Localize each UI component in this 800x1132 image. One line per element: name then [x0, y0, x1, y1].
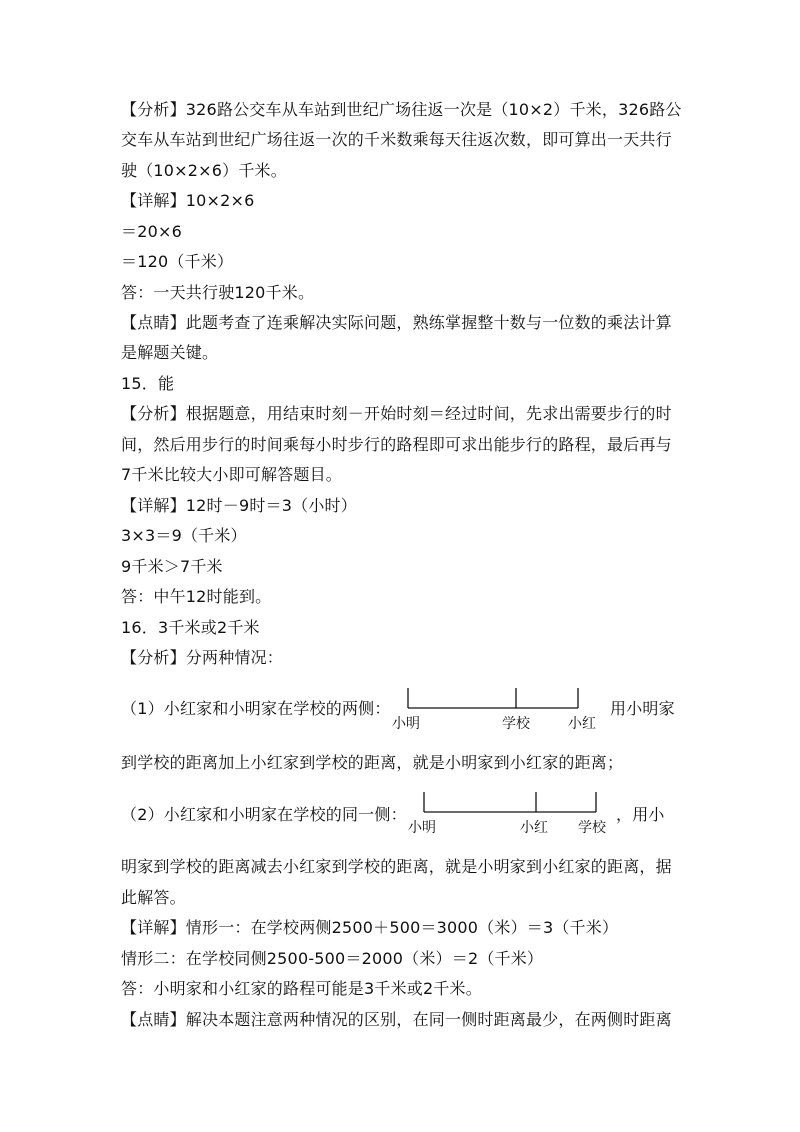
text-line: 【分析】根据题意，用结束时刻－开始时刻＝经过时间，先求出需要步行的时	[121, 404, 672, 423]
text-line: 用小明家	[610, 699, 675, 718]
text-line: （1）小红家和小明家在学校的两侧：	[121, 699, 391, 718]
number-line-svg	[408, 788, 624, 836]
text-line: 答：小明家和小红家的路程可能是3千米或2千米。	[121, 979, 482, 998]
text-line: 【详解】10×2×6	[121, 191, 255, 210]
text-line: 3×3＝9（千米）	[121, 526, 247, 545]
point-label: 学校	[578, 820, 606, 836]
point-label: 小红	[520, 820, 548, 836]
number-line-svg	[392, 684, 608, 732]
text-line: 驶（10×2×6）千米。	[121, 161, 287, 180]
point-label: 小明	[408, 820, 436, 836]
text-line: 【点睛】解决本题注意两种情况的区别，在同一侧时距离最少，在两侧时距离	[121, 1010, 672, 1029]
text-line: ＝120（千米）	[121, 252, 234, 271]
text-line: 【点睛】此题考查了连乘解决实际问题，熟练掌握整十数与一位数的乘法计算	[121, 313, 672, 332]
text-line: 【详解】情形一：在学校两侧2500＋500＝3000（米）＝3（千米）	[121, 918, 619, 937]
text-line: ＝20×6	[121, 222, 182, 241]
text-line: 情形二：在学校同侧2500-500＝2000（米）＝2（千米）	[121, 949, 544, 968]
text-line: 答：中午12时能到。	[121, 587, 272, 606]
text-line: 【分析】分两种情况：	[121, 648, 284, 667]
number-line-diagram-both-sides	[392, 684, 608, 732]
text-line: 间，然后用步行的时间乘每小时步行的路程即可求出能步行的路程，最后再与	[121, 435, 672, 454]
text-line: （2）小红家和小明家在学校的同一侧：	[121, 805, 407, 824]
text-line: 交车从车站到世纪广场往返一次的千米数乘每天往返次数，即可算出一天共行	[121, 130, 672, 149]
text-line: 此解答。	[121, 888, 186, 907]
text-line: 7千米比较大小即可解答题目。	[121, 465, 342, 484]
text-line: ，用小	[616, 805, 665, 824]
text-line: 【详解】12时－9时＝3（小时）	[121, 496, 357, 515]
point-label: 小红	[568, 716, 596, 732]
text-line: 是解题关键。	[121, 343, 219, 362]
text-line: 到学校的距离加上小红家到学校的距离，就是小明家到小红家的距离；	[121, 753, 624, 772]
text-line: 【分析】326路公交车从车站到世纪广场往返一次是（10×2）千米，326路公	[121, 100, 682, 119]
text-line: 答：一天共行驶120千米。	[121, 283, 315, 302]
text-line: 9千米＞7千米	[121, 557, 223, 576]
number-line-diagram-same-side	[408, 788, 624, 836]
point-label: 小明	[392, 716, 420, 732]
text-line: 明家到学校的距离减去小红家到学校的距离，就是小明家到小红家的距离，据	[121, 857, 672, 876]
point-label: 学校	[502, 716, 530, 732]
question-number: 15．能	[121, 374, 175, 393]
question-number: 16．3千米或2千米	[121, 618, 260, 637]
